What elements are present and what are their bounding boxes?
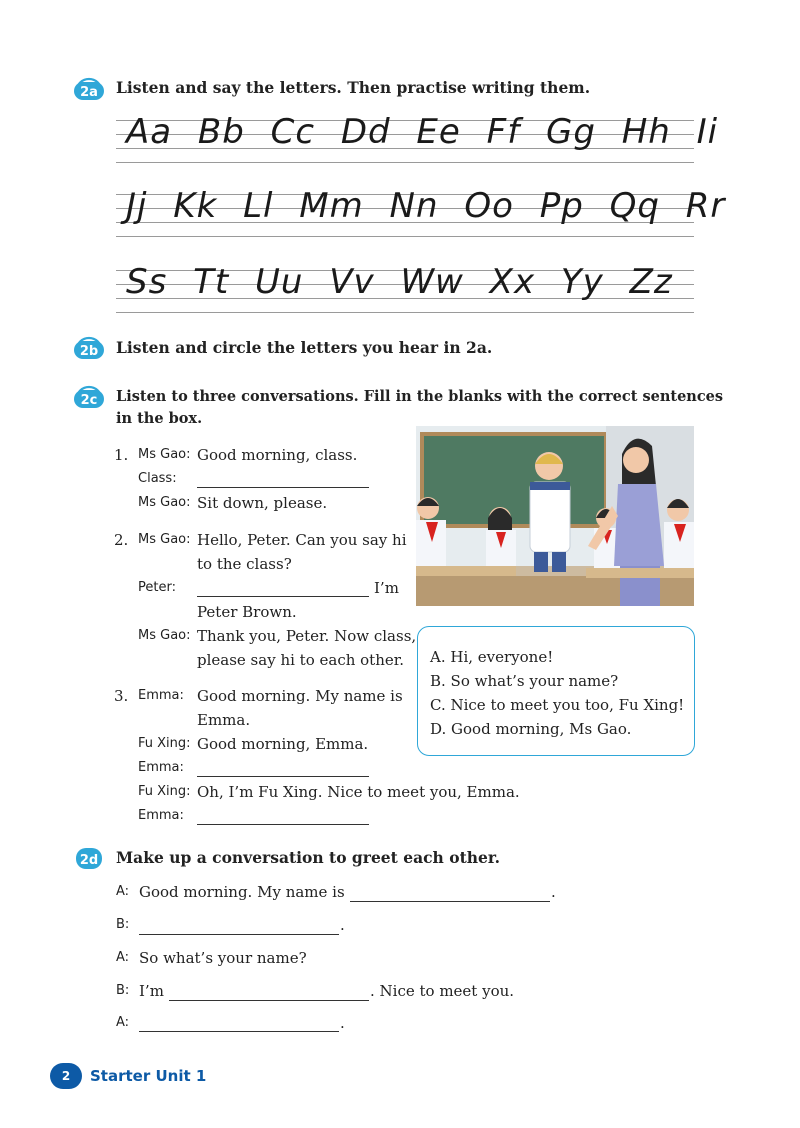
option-b: B. So what’s your name? [430,672,619,690]
speaker-label: A: [116,950,130,965]
instruction-2d: Make up a conversation to greet each other. [116,848,500,867]
speaker-label: Ms Gao: [138,628,191,643]
badge-label-2c: 2c [80,393,98,408]
conversation-number-2: 2. [114,531,129,549]
headphones-badge-icon [72,335,106,361]
fill-in-blank[interactable] [139,1031,339,1032]
conversation-number-3: 3. [114,687,129,705]
dialogue-line-cont: please say hi to each other. [197,651,405,669]
speaker-label: A: [116,1015,130,1030]
dialogue-punct: . [340,1014,345,1032]
speaker-label: Ms Gao: [138,495,191,510]
dialogue-punct: . [340,916,345,934]
badge-label-2b: 2b [79,344,99,359]
dialogue-line: Hello, Peter. Can you say hi [197,531,407,549]
speaker-label: A: [116,884,130,899]
page-number: 2 [50,1063,82,1089]
speaker-label: Ms Gao: [138,447,191,462]
dialogue-line: Oh, I’m Fu Xing. Nice to meet you, Emma. [197,783,520,801]
letters-row-1: Aa Bb Cc Dd Ee Ff Gg Hh Ii [126,112,719,152]
dialogue-line-cont: to the class? [197,555,292,573]
unit-title: Starter Unit 1 [90,1067,207,1085]
dialogue-line-cont: Emma. [197,711,251,729]
dialogue-line: I’m [374,579,399,597]
fill-in-blank[interactable] [197,824,369,825]
speaker-label: Fu Xing: [138,784,191,799]
option-a: A. Hi, everyone! [430,648,554,666]
instruction-2c-line2: in the box. [116,410,203,427]
dialogue-line: Sit down, please. [197,494,328,512]
speaker-label: Class: [138,471,177,486]
fill-in-blank[interactable] [169,1000,369,1001]
instruction-2a: Listen and say the letters. Then practise writing them. [116,78,591,97]
fill-in-blank[interactable] [197,776,369,777]
dialogue-punct: . [551,883,556,901]
headphones-badge-icon [72,76,106,102]
option-d: D. Good morning, Ms Gao. [430,720,632,738]
pencil-badge-icon [72,845,106,871]
fill-in-blank[interactable] [139,934,339,935]
instruction-2b: Listen and circle the letters you hear in 2a. [116,338,493,357]
answer-options-box [417,626,695,756]
fill-in-blank[interactable] [197,487,369,488]
speaker-label: Emma: [138,808,184,823]
speaker-label: B: [116,917,130,932]
fill-in-blank[interactable] [197,596,369,597]
badge-label-2a: 2a [80,85,98,100]
badge-label-2d: 2d [79,853,99,868]
dialogue-line: So what’s your name? [139,949,307,967]
dialogue-line-cont: Peter Brown. [197,603,297,621]
dialogue-line: Good morning, Emma. [197,735,369,753]
speaker-label: Emma: [138,688,184,703]
dialogue-line: Good morning. My name is [197,687,403,705]
dialogue-line: Good morning. My name is [139,883,345,901]
speaker-label: Emma: [138,760,184,775]
speaker-label: Fu Xing: [138,736,191,751]
dialogue-line: . Nice to meet you. [370,982,515,1000]
classroom-illustration [416,426,694,606]
conversation-number-1: 1. [114,446,129,464]
dialogue-line: Thank you, Peter. Now class, [197,627,417,645]
instruction-2c-line1: Listen to three conversations. Fill in the blanks with the correct sentences [116,388,724,405]
speaker-label: B: [116,983,130,998]
letters-row-2: Jj Kk Ll Mm Nn Oo Pp Qq Rr [126,186,726,226]
speaker-label: Ms Gao: [138,532,191,547]
option-c: C. Nice to meet you too, Fu Xing! [430,696,685,714]
headphones-badge-icon [72,384,106,410]
letters-row-3: Ss Tt Uu Vv Ww Xx Yy Zz [126,262,673,302]
speaker-label: Peter: [138,580,176,595]
dialogue-line: Good morning, class. [197,446,358,464]
fill-in-blank[interactable] [350,901,550,902]
dialogue-line: I’m [139,982,164,1000]
